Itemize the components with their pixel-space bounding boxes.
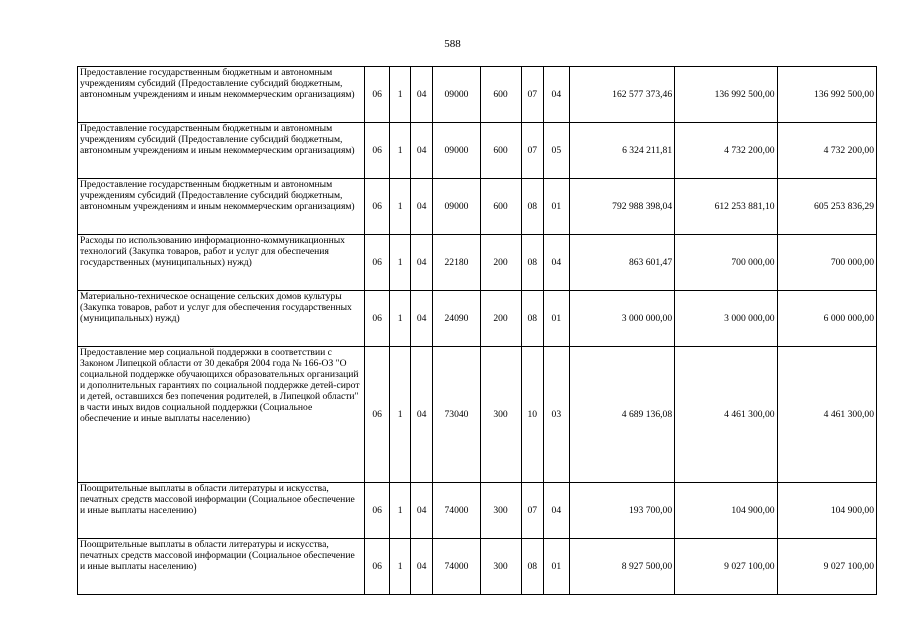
code-cell: 24090 [433,291,480,347]
amount-cell: 612 253 881,10 [675,179,777,235]
code-cell: 06 [364,291,390,347]
code-cell: 300 [480,347,521,483]
code-cell: 04 [410,67,433,123]
code-cell: 1 [390,347,410,483]
code-cell: 300 [480,483,521,539]
code-cell: 06 [364,539,390,595]
amount-cell: 104 900,00 [675,483,777,539]
code-cell: 200 [480,235,521,291]
code-cell: 04 [544,235,570,291]
table-row [78,291,877,347]
amount-cell: 4 461 300,00 [777,347,876,483]
code-cell: 09000 [433,179,480,235]
amount-cell: 9 027 100,00 [675,539,777,595]
code-cell: 06 [364,483,390,539]
code-cell: 08 [521,291,544,347]
amount-cell: 162 577 373,46 [569,67,675,123]
code-cell: 01 [544,179,570,235]
table-row [78,123,877,179]
amount-cell: 8 927 500,00 [569,539,675,595]
code-cell: 06 [364,235,390,291]
amount-cell: 3 000 000,00 [569,291,675,347]
code-cell: 1 [390,483,410,539]
code-cell: 06 [364,347,390,483]
code-cell: 03 [544,347,570,483]
code-cell: 04 [410,539,433,595]
code-cell: 05 [544,123,570,179]
amount-cell: 104 900,00 [777,483,876,539]
code-cell: 04 [410,179,433,235]
row-description: Поощрительные выплаты в области литературы и искусства, печатных средств массовой информации (Социальное обеспечение и иные выплаты населению) [78,483,365,539]
amount-cell: 136 992 500,00 [675,67,777,123]
code-cell: 1 [390,539,410,595]
row-description: Предоставление государственным бюджетным и автономным учреждениям субсидий (Предоставление субсидий бюджетным, автономным учреждениям и иным некоммерческим организациям) [78,67,365,123]
amount-cell: 3 000 000,00 [675,291,777,347]
code-cell: 08 [521,179,544,235]
code-cell: 04 [410,235,433,291]
amount-cell: 792 988 398,04 [569,179,675,235]
code-cell: 600 [480,179,521,235]
amount-cell: 863 601,47 [569,235,675,291]
table-row [78,67,877,123]
amount-cell: 4 732 200,00 [675,123,777,179]
amount-cell: 193 700,00 [569,483,675,539]
code-cell: 09000 [433,67,480,123]
code-cell: 1 [390,235,410,291]
code-cell: 08 [521,539,544,595]
table-row [78,179,877,235]
row-description: Поощрительные выплаты в области литературы и искусства, печатных средств массовой информации (Социальное обеспечение и иные выплаты населению) [78,539,365,595]
code-cell: 01 [544,291,570,347]
amount-cell: 136 992 500,00 [777,67,876,123]
code-cell: 1 [390,291,410,347]
code-cell: 09000 [433,123,480,179]
code-cell: 06 [364,179,390,235]
code-cell: 07 [521,483,544,539]
code-cell: 07 [521,67,544,123]
code-cell: 06 [364,123,390,179]
amount-cell: 6 324 211,81 [569,123,675,179]
code-cell: 10 [521,347,544,483]
code-cell: 200 [480,291,521,347]
row-description: Предоставление государственным бюджетным и автономным учреждениям субсидий (Предоставление субсидий бюджетным, автономным учреждениям и иным некоммерческим организациям) [78,179,365,235]
code-cell: 04 [410,347,433,483]
table-row [78,483,877,539]
code-cell: 1 [390,67,410,123]
code-cell: 07 [521,123,544,179]
amount-cell: 700 000,00 [675,235,777,291]
row-description: Расходы по использованию информационно-коммуникационных технологий (Закупка товаров, работ и услуг для обеспечения государственных (муниципальных) нужд) [78,235,365,291]
amount-cell: 700 000,00 [777,235,876,291]
code-cell: 22180 [433,235,480,291]
code-cell: 74000 [433,539,480,595]
amount-cell: 9 027 100,00 [777,539,876,595]
code-cell: 600 [480,67,521,123]
row-description: Материально-техническое оснащение сельских домов культуры (Закупка товаров, работ и услуг для обеспечения государственных (муниципальных) нужд) [78,291,365,347]
table-row [78,235,877,291]
code-cell: 04 [410,483,433,539]
table-row [78,539,877,595]
code-cell: 73040 [433,347,480,483]
code-cell: 01 [544,539,570,595]
row-description: Предоставление государственным бюджетным и автономным учреждениям субсидий (Предоставление субсидий бюджетным, автономным учреждениям и иным некоммерческим организациям) [78,123,365,179]
code-cell: 04 [410,291,433,347]
code-cell: 600 [480,123,521,179]
code-cell: 08 [521,235,544,291]
code-cell: 04 [410,123,433,179]
amount-cell: 605 253 836,29 [777,179,876,235]
amount-cell: 6 000 000,00 [777,291,876,347]
page-number: 588 [444,38,461,50]
code-cell: 06 [364,67,390,123]
code-cell: 1 [390,123,410,179]
row-description: Предоставление мер социальной поддержки в соответствии с Законом Липецкой области от 30 декабря 2004 года № 166-ОЗ "О социальной поддержке обучающихся образовательных организаций и дополнительных гарантиях по социальной поддержке детей-сирот и детей, оставшихся без попечения родителей, в Липецкой области" в части иных видов социальной поддержки (Социальное обеспечение и иные выплаты населению) [78,347,365,483]
code-cell: 04 [544,67,570,123]
table-row [78,347,877,483]
amount-cell: 4 689 136,08 [569,347,675,483]
code-cell: 74000 [433,483,480,539]
amount-cell: 4 732 200,00 [777,123,876,179]
code-cell: 300 [480,539,521,595]
amount-cell: 4 461 300,00 [675,347,777,483]
code-cell: 1 [390,179,410,235]
code-cell: 04 [544,483,570,539]
budget-table [77,66,877,595]
